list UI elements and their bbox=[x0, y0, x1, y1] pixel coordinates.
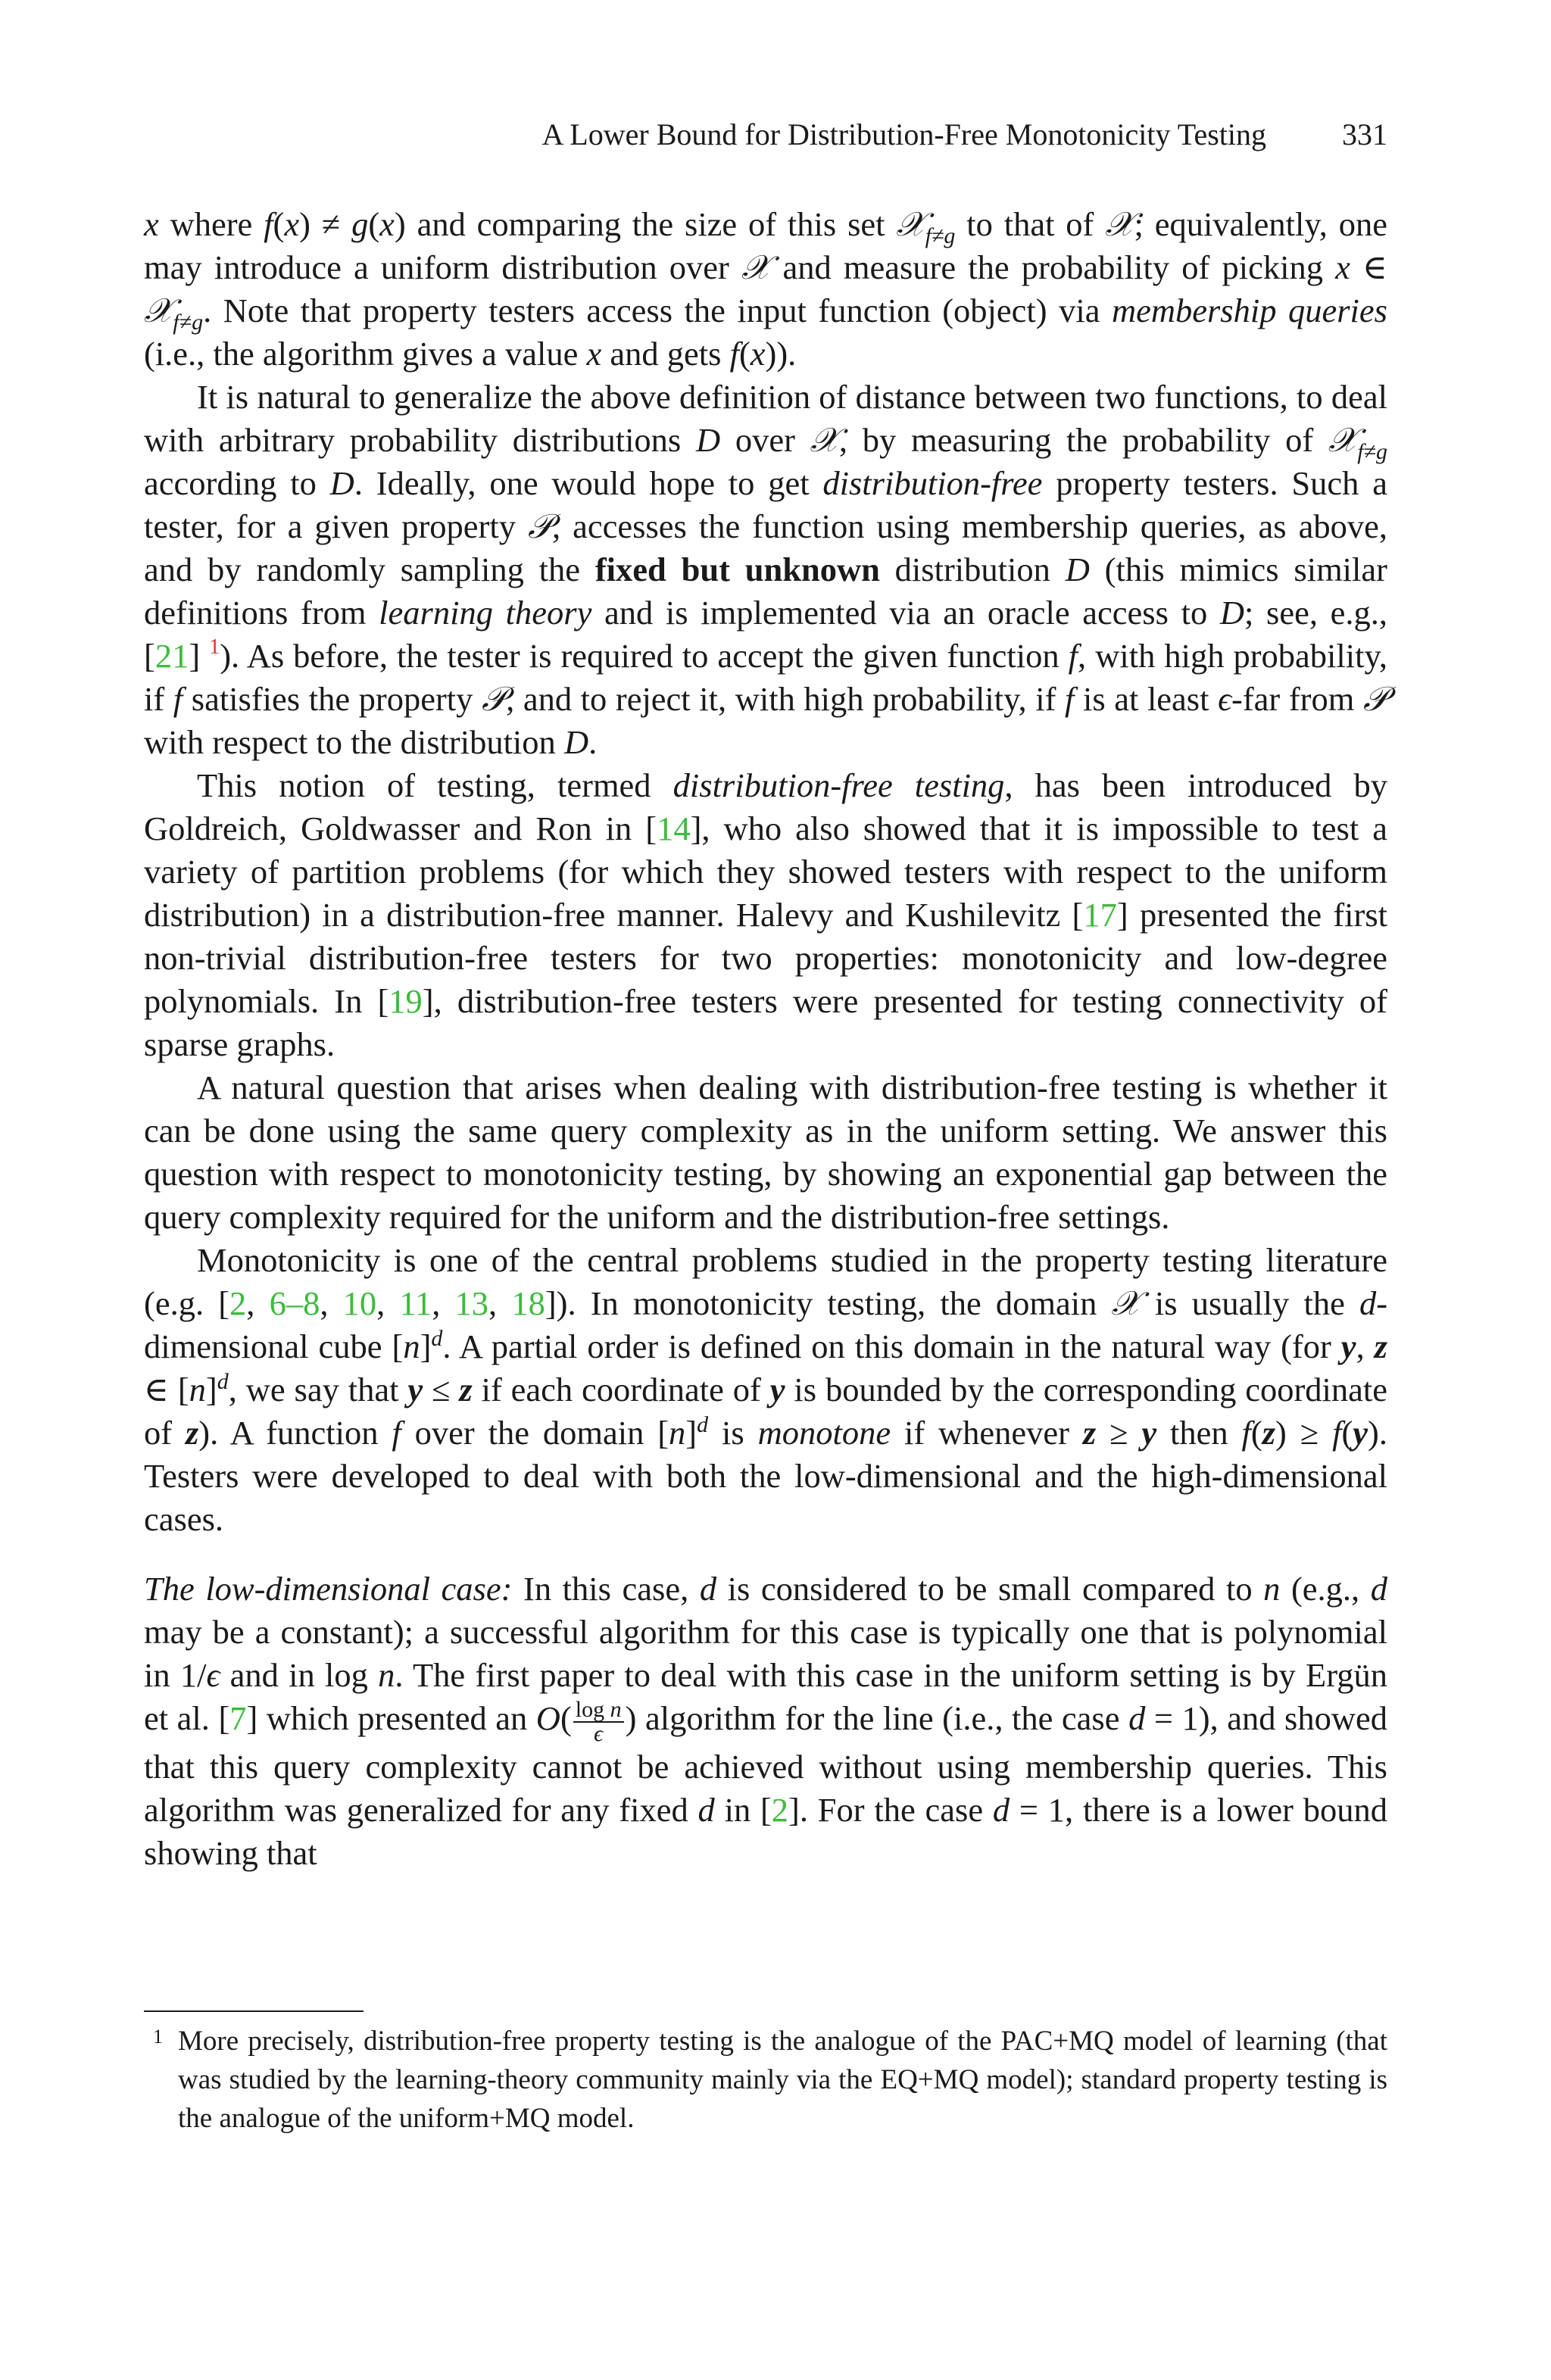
body-text bbox=[144, 203, 1387, 1875]
footnote-text: More precisely, distribution-free property testing is the analogue of the PAC+MQ model of learning (that was studied by the learning-theory community mainly via the EQ+MQ model); standard property testing is the analogue of the uniform+MQ model. bbox=[178, 2026, 1387, 2134]
footnote bbox=[144, 2022, 1387, 2138]
running-title: A Lower Bound for Distribution-Free Monotonicity Testing bbox=[541, 117, 1266, 151]
footnote-ref[interactable]: 1 bbox=[209, 635, 220, 659]
citation-link[interactable]: 7 bbox=[229, 1699, 247, 1737]
paragraph-1: x where f(x) ≠ g(x) and comparing the size of this set 𝒳$_{f\ne g}$ to that of 𝒳; equivalently, one may introduce a uniform distribution over 𝒳 and measure the probability of picking x ∈ 𝒳$_{f\ne g}$. Note that property testers access the input function (object) via membership queries (i.e., the algorithm gives a value x and gets f(x)). bbox=[144, 205, 1387, 373]
paragraph-4: A natural question that arises when dealing with distribution-free testing is whether it can be done using the same query complexity as in the uniform setting. We answer this question with respect to monotonicity testing, by showing an exponential gap between the query complexity required for the uniform and the distribution-free settings. bbox=[144, 1068, 1387, 1236]
citation-link[interactable]: 21 bbox=[154, 637, 189, 675]
running-head bbox=[144, 112, 1387, 158]
page-number: 331 bbox=[1342, 117, 1387, 151]
footnote-mark: 1 bbox=[153, 2026, 163, 2048]
citation-link[interactable]: 2 bbox=[771, 1790, 789, 1829]
fraction: $\frac{\text{log n}}{\epsilon}$ bbox=[573, 1698, 624, 1745]
citation-link[interactable]: 19 bbox=[389, 982, 423, 1020]
citation-link[interactable]: 18 bbox=[511, 1284, 545, 1322]
citation-link[interactable]: 14 bbox=[657, 809, 691, 847]
paragraph-6: The low-dimensional case: In this case, d is considered to be small compared to n (e.g., d may be a constant); a successful algorithm for this case is typically one that is polynomial in 1/ϵ and in log n. The first paper to deal with this case in the uniform setting is by Ergün et al. [7] which presented an O( $\frac{\text{log n}}{\epsilon}$ ) algorithm for the line (i.e., the case d = 1), and showed that this query complexity cannot be achieved without using membership queries. This algorithm was generalized for any fixed d in [2]. For the case d = 1, there is a lower bound showing that bbox=[144, 1570, 1387, 1872]
citation-link[interactable]: 2 bbox=[229, 1284, 247, 1322]
citation-link[interactable]: 17 bbox=[1083, 896, 1117, 934]
citation-link[interactable]: 13 bbox=[454, 1284, 489, 1322]
paragraph-2: It is natural to generalize the above definition of distance between two functions, to deal with arbitrary probability distributions D over 𝒳, by measuring the probability of 𝒳$_{f\ne g}$ according to D. Ideally, one would hope to get distribution-free property testers. Such a tester, for a given property 𝒫, accesses the function using membership queries, as above, and by randomly sampling the fixed but unknown distribution D (this mimics similar definitions from learning theory and is implemented via an oracle access to D; see, e.g., [21] $^1$). As before, the tester is required to accept the given function f, with high probability, if f satisfies the property 𝒫, and to reject it, with high probability, if f is at least ϵ-far from 𝒫 with respect to the distribution D. bbox=[144, 378, 1388, 761]
citation-link[interactable]: 11 bbox=[399, 1284, 432, 1322]
paragraph-5: Monotonicity is one of the central problems studied in the property testing literature (e.g. [2, 6–8, 10, 11, 13, 18]). In monotonicity testing, the domain 𝒳 is usually the d-dimensional cube $[n]^d$. A partial order is defined on this domain in the natural way (for y, z ∈ $[n]^d$, we say that y ≤ z if each coordinate of y is bounded by the corresponding coordinate of z). A function f over the domain $[n]^d$ is monotone if whenever z ≥ y then f(z) ≥ f(y). Testers were developed to deal with both the low-dimensional and the high-dimensional cases. bbox=[144, 1241, 1388, 1538]
footnote-rule bbox=[144, 2010, 364, 2012]
paragraph-3: This notion of testing, termed distribution-free testing, has been introduced by Goldreich, Goldwasser and Ron in [14], who also showed that it is impossible to test a variety of partition problems (for which they showed testers with respect to the uniform distribution) in a distribution-free manner. Halevy and Kushilevitz [17] presented the first non-trivial distribution-free testers for two properties: monotonicity and low-degree polynomials. In [19], distribution-free testers were presented for testing connectivity of sparse graphs. bbox=[144, 766, 1388, 1063]
citation-link[interactable]: 6–8 bbox=[269, 1284, 320, 1322]
citation-link[interactable]: 10 bbox=[342, 1284, 377, 1322]
